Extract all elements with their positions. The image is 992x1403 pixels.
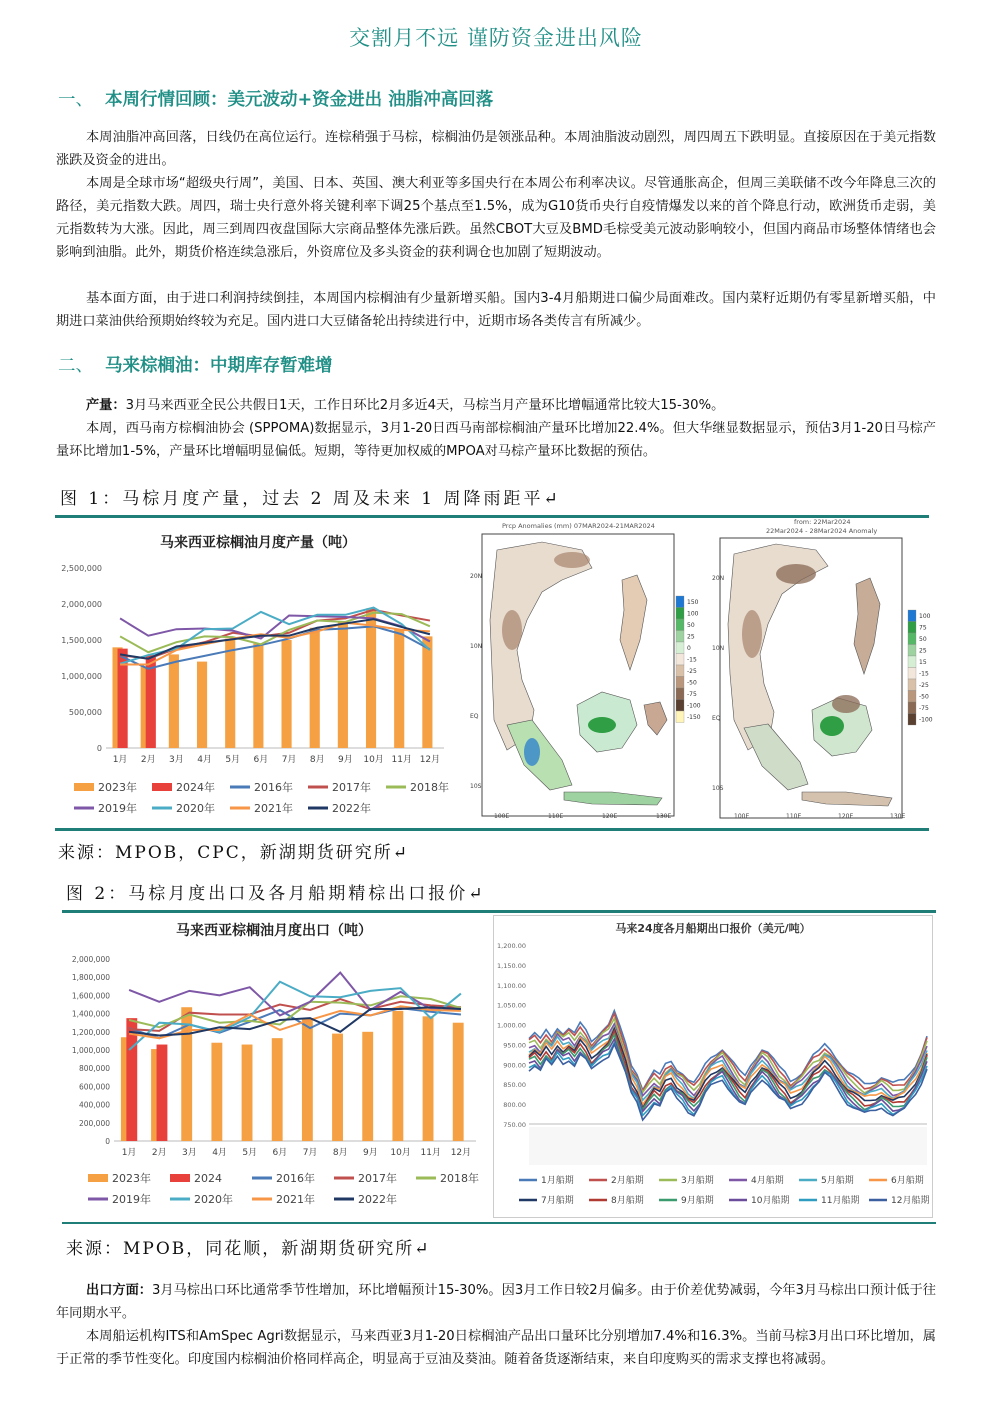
legend-label: 4月船期 — [751, 1176, 784, 1186]
legend-swatch — [170, 1174, 190, 1182]
legend-swatch — [676, 642, 684, 654]
legend-label: 2016年 — [254, 781, 293, 794]
legend-swatch — [908, 622, 916, 634]
y-tick-label: 0 — [105, 1137, 110, 1146]
legend-swatch — [908, 691, 916, 703]
legend-label: 2020年 — [176, 802, 215, 815]
legend-label: -15 — [919, 670, 929, 678]
bar-2023年 — [338, 622, 348, 748]
x-tick-label: 2月 — [140, 755, 156, 765]
figure-2-bottom-rule — [62, 1222, 936, 1224]
x-tick-label: 8月 — [309, 755, 325, 765]
map-2-dry-spot — [832, 695, 860, 713]
paragraph — [56, 1279, 936, 1325]
rainfall-map-1-panel — [472, 520, 707, 820]
legend-label: 5月船期 — [821, 1176, 854, 1186]
line-2018年 — [129, 996, 461, 1027]
x-tick-label: 6月 — [272, 1148, 288, 1158]
section-1-number: 一、 — [58, 90, 93, 110]
line-2016年 — [120, 626, 430, 668]
x-tick-label: 3月 — [182, 1148, 197, 1158]
bar-2023年 — [197, 662, 207, 748]
legend-label: -100 — [919, 716, 933, 724]
map-1-wet-spot — [524, 738, 540, 766]
x-tick-label: 12月 — [419, 755, 441, 765]
legend-label: 2024年 — [176, 781, 215, 794]
legend-swatch — [88, 1174, 108, 1182]
x-tick-label: 7月 — [302, 1148, 318, 1158]
chart-title: 马来西亚棕榈油月度出口（吨） — [176, 923, 372, 939]
legend-label: 50 — [919, 636, 927, 643]
section-1-heading — [58, 86, 493, 111]
bar-2023年 — [366, 608, 376, 748]
map-2-dry-spot — [776, 564, 816, 584]
legend-label: 11月船期 — [821, 1196, 860, 1206]
bar-2023年 — [272, 1038, 283, 1141]
map-lon-label: 100E — [494, 813, 510, 820]
x-tick-label: 10月 — [390, 1148, 411, 1158]
legend-swatch — [676, 608, 684, 620]
legend-label: 9月船期 — [681, 1196, 714, 1206]
export-price-chart — [493, 915, 934, 1220]
rainfall-map-2-panel — [712, 514, 936, 820]
map-1-title: Prcp Anomalies (mm) 07MAR2024-21MAR2024 — [502, 522, 655, 530]
x-tick-label: 4月 — [212, 1148, 227, 1158]
map-lon-label: 100E — [734, 813, 750, 820]
legend-label: 2017年 — [358, 1172, 397, 1185]
y-tick-label: 1,800,000 — [71, 973, 110, 983]
legend-swatch — [908, 645, 916, 657]
y-tick-label: 400,000 — [78, 1100, 110, 1110]
paragraph: 本周船运机构ITS和AmSpec Agri数据显示，马来西亚3月1-20日棕榈油产品出口量环比分别增加7.4%和16.3%。当前马棕3月出口环比增加，属于正常的季节性变化。印度国内棕榈油价格同样高企，明显高于豆油及葵油。随着备货逐渐结束，来自印度购买的需求支撑也将减弱。 — [56, 1329, 936, 1367]
bar-2023年 — [453, 1023, 464, 1141]
page-title: 交割月不远 谨防资金进出风险 — [349, 26, 643, 50]
legend-swatch — [676, 619, 684, 631]
x-tick-label: 11月 — [391, 755, 412, 765]
legend-label: 2016年 — [276, 1172, 315, 1185]
legend-label: 2018年 — [410, 781, 449, 794]
legend-label: -25 — [919, 682, 929, 689]
production-text: 3月马来西亚全民公共假日1天，工作日环比2月多近4天，马棕当月产量环比增幅通常比较大15-30%。 — [125, 398, 725, 413]
production-label: 产量： — [86, 398, 126, 413]
map-lat-label: 20N — [470, 573, 483, 580]
rainfall-map-2 — [712, 514, 936, 820]
section-2-number: 二、 — [58, 356, 93, 376]
figure-2-top-rule — [62, 910, 936, 913]
legend-label: 6月船期 — [891, 1176, 924, 1186]
y-tick-label: 800,000 — [78, 1064, 110, 1074]
map-1-wet-spot — [588, 717, 616, 733]
bar-2023年 — [332, 1034, 343, 1141]
bar-2023年 — [423, 1016, 434, 1141]
y-tick-label: 1,000,000 — [61, 672, 102, 681]
map-lat-label: EQ — [470, 713, 479, 720]
paragraph: 本周是全球市场“超级央行周”，美国、日本、英国、澳大利亚等多国央行在本周公布利率决议。尽管通胀高企，但周三美联储不改今年降息三次的路径，美元指数大跌。周四，瑞士央行意外将关键利率下调25个基点至1.5%，成为G10货币央行自疫情爆发以来的首个降息行动，欧洲货币走弱，美元指数转为大涨。因此，周三到周四夜盘国际大宗商品整体先涨后跌。虽然CBOT大豆及BMD毛棕受美元波动影响较小，但国内商品市场整体情绪也会影响到油脂。此外，期货价格连续急涨后，外资席位及多头资金的获利调仓也加剧了短期波动。 — [56, 176, 936, 260]
paragraph: 本周，西马南方棕榈油协会 (SPPOMA)数据显示，3月1-20日西马南部棕榈油产量环比增加22.4%。但大华继显数据显示，预估3月1-20日马棕产量环比增加1-5%，产量环比增幅明显偏低。短期，等待更加权威的MPOA对马棕产量环比数据的预估。 — [56, 421, 936, 459]
legend-label: 2022年 — [358, 1193, 397, 1206]
legend-swatch — [908, 679, 916, 691]
price-chart-panel — [493, 915, 934, 1220]
legend-swatch — [676, 654, 684, 666]
paragraph: 基本面方面，由于进口利润持续倒挂，本周国内棕榈油有少量新增买船。国内3-4月船期进口偏少局面难改。国内菜籽近期仍有零星新增买船，中期进口菜油供给预期始终较为充足。国内进口大豆储备轮出持续进行中，近期市场各类传言有所减少。 — [56, 291, 936, 329]
rainfall-map-1 — [472, 520, 707, 820]
legend-label: 2024 — [194, 1172, 222, 1185]
legend-swatch — [908, 702, 916, 714]
y-tick-label: 2,000,000 — [71, 955, 110, 964]
bar-2023年 — [281, 640, 291, 748]
bar-2023年 — [242, 1045, 253, 1141]
x-tick-label: 3月 — [169, 755, 184, 765]
map-2-title-line2: 22Mar2024 - 28Mar2024 Anomaly — [766, 527, 878, 535]
export-chart-panel — [66, 915, 482, 1220]
y-tick-label: 800.00 — [503, 1101, 526, 1110]
legend-label: 100 — [919, 613, 931, 620]
legend-label: 150 — [687, 599, 699, 606]
legend-label: 3月船期 — [681, 1176, 714, 1186]
x-tick-label: 9月 — [363, 1148, 378, 1158]
legend-swatch — [74, 783, 94, 791]
figure-2-source: 来源：MPOB，同花顺，新湖期货研究所↵ — [66, 1239, 431, 1259]
production-chart-panel — [60, 522, 456, 824]
y-tick-label: 1,050.00 — [497, 1001, 526, 1010]
map-2-dry-spot — [742, 610, 762, 658]
legend-label: 1月船期 — [541, 1176, 574, 1186]
y-tick-label: 200,000 — [78, 1118, 110, 1128]
legend-label: 2021年 — [276, 1193, 315, 1206]
y-tick-label: 1,200,000 — [71, 1027, 110, 1037]
map-lon-label: 110E — [786, 813, 802, 820]
legend-swatch — [908, 668, 916, 680]
x-tick-label: 9月 — [338, 755, 353, 765]
legend-label: 2022年 — [332, 802, 371, 815]
legend-swatch — [908, 633, 916, 645]
y-tick-label: 0 — [96, 744, 102, 753]
x-tick-label: 1月 — [121, 1148, 137, 1158]
chart-title: 马来24度各月船期出口报价（美元/吨） — [615, 922, 811, 935]
legend-swatch — [676, 700, 684, 712]
legend-label: 2019年 — [112, 1193, 151, 1206]
figure-1-bottom-rule — [55, 828, 929, 831]
map-lat-label: 20N — [712, 575, 725, 582]
y-tick-label: 600,000 — [78, 1082, 110, 1092]
map-lat-label: EQ — [712, 715, 721, 722]
legend-swatch — [676, 665, 684, 677]
y-tick-label: 750.00 — [503, 1121, 526, 1129]
legend-label: 2020年 — [194, 1193, 233, 1206]
legend-label: -15 — [687, 656, 697, 664]
legend-label: 2019年 — [98, 802, 137, 815]
bar-2023年 — [211, 1043, 222, 1141]
map-lon-label: 110E — [548, 813, 564, 820]
x-tick-label: 5月 — [225, 755, 241, 765]
legend-label: 2023年 — [112, 1172, 151, 1185]
x-tick-label: 11月 — [420, 1148, 441, 1158]
figure-2-caption: 图 2：马棕月度出口及各月船期精棕出口报价↵ — [66, 884, 486, 904]
export-chart — [66, 915, 482, 1220]
y-tick-label: 1,600,000 — [71, 991, 110, 1001]
map-2-title-line1: from: 22Mar2024 — [794, 518, 851, 526]
x-tick-label: 12月 — [450, 1148, 472, 1158]
legend-label: 12月船期 — [891, 1196, 930, 1206]
bar-2023年 — [310, 628, 320, 748]
legend-label: -150 — [687, 714, 701, 721]
export-text: 3月马棕出口环比通常季节性增加，环比增幅预计15-30%。因3月工作日较2月偏多。由于价差优势减弱，今年3月马棕出口预计低于往年同期水平。 — [56, 1283, 936, 1321]
legend-swatch — [676, 677, 684, 689]
map-lat-label: 10S — [470, 783, 482, 790]
y-tick-label: 1,400,000 — [71, 1009, 110, 1019]
x-tick-label: 2月 — [151, 1148, 167, 1158]
line-2020年 — [129, 982, 461, 1050]
map-lat-label: 10N — [712, 645, 725, 652]
map-2-wet-spot — [820, 716, 844, 736]
legend-label: 25 — [919, 647, 927, 655]
export-label: 出口方面： — [86, 1283, 152, 1298]
map-lon-label: 120E — [602, 813, 618, 820]
legend-label: 8月船期 — [611, 1196, 644, 1206]
bar-2023年 — [169, 654, 179, 748]
legend-swatch — [676, 596, 684, 608]
bar-2023年 — [394, 629, 404, 748]
y-tick-label: 2,000,000 — [61, 600, 102, 609]
bar-2024 — [157, 1045, 168, 1141]
legend-label: -50 — [919, 693, 929, 701]
legend-label: 2017年 — [332, 781, 371, 794]
section-2-heading — [58, 352, 333, 377]
price-chart-frame — [494, 916, 933, 1218]
bar-2024 — [126, 1018, 137, 1141]
x-tick-label: 7月 — [281, 755, 297, 765]
map-lat-label: 10N — [470, 643, 483, 650]
bar-2023年 — [225, 639, 235, 748]
legend-label: -50 — [687, 679, 697, 687]
map-1-dry-spot — [554, 552, 590, 568]
bar-2023年 — [362, 1032, 373, 1141]
paragraph: 本周油脂冲高回落，日线仍在高位运行。连棕稍强于马棕，棕榈油仍是领涨品种。本周油脂波动剧烈，周四周五下跌明显。直接原因在于美元指数涨跌及资金的进出。 — [56, 130, 936, 168]
legend-swatch — [676, 711, 684, 723]
paragraph — [56, 394, 936, 417]
y-tick-label: 1,000.00 — [497, 1021, 526, 1030]
y-tick-label: 500,000 — [68, 708, 102, 717]
bar-2023年 — [302, 1018, 313, 1141]
y-tick-label: 950.00 — [503, 1041, 526, 1050]
line-2022年 — [129, 1007, 461, 1035]
line-2017年 — [129, 999, 461, 1031]
legend-swatch — [676, 688, 684, 700]
section-1-title: 本周行情回顾：美元波动+资金进出 油脂冲高回落 — [105, 90, 494, 110]
section-2-title: 马来棕榈油：中期库存暂难增 — [105, 356, 333, 376]
legend-label: 25 — [687, 633, 695, 641]
y-tick-label: 1,150.00 — [497, 961, 526, 970]
chart-title: 马来西亚棕榈油月度产量（吨） — [160, 535, 356, 551]
x-tick-label: 5月 — [242, 1148, 258, 1158]
production-chart — [60, 522, 456, 824]
date-axis-labels — [529, 1127, 927, 1165]
legend-label: -75 — [919, 705, 929, 712]
legend-swatch — [152, 783, 172, 791]
legend-label: 50 — [687, 622, 695, 629]
bar-2023年 — [392, 1011, 403, 1141]
y-tick-label: 900.00 — [503, 1061, 526, 1070]
map-lat-label: 10S — [712, 785, 724, 792]
legend-label: 75 — [919, 624, 927, 632]
legend-swatch — [908, 610, 916, 622]
x-tick-label: 1月 — [112, 755, 128, 765]
legend-swatch — [676, 631, 684, 643]
y-tick-label: 1,100.00 — [497, 981, 526, 990]
figure-1-source: 来源：MPOB，CPC，新湖期货研究所↵ — [58, 843, 409, 863]
y-tick-label: 1,200.00 — [497, 942, 526, 950]
legend-label: 2月船期 — [611, 1176, 644, 1186]
legend-label: 2021年 — [254, 802, 293, 815]
figure-1-caption: 图 1：马棕月度产量，过去 2 周及未来 1 周降雨距平↵ — [60, 489, 561, 509]
legend-label: -25 — [687, 668, 697, 675]
y-tick-label: 850.00 — [503, 1081, 526, 1090]
map-lon-label: 120E — [838, 813, 854, 820]
bar-2023年 — [422, 636, 432, 748]
map-1-dry-spot — [502, 610, 522, 650]
legend-label: 15 — [919, 659, 927, 666]
legend-label: 2023年 — [98, 781, 137, 794]
y-tick-label: 1,000,000 — [71, 1046, 110, 1055]
map-lon-label: 130E — [656, 813, 672, 820]
x-tick-label: 10月 — [363, 755, 384, 765]
x-tick-label: 4月 — [197, 755, 212, 765]
legend-label: 100 — [687, 610, 699, 618]
legend-swatch — [908, 656, 916, 668]
map-lon-label: 130E — [890, 813, 906, 820]
legend-label: 2018年 — [440, 1172, 479, 1185]
legend-label: -75 — [687, 691, 697, 698]
bar-2023年 — [253, 644, 263, 748]
x-tick-label: 8月 — [332, 1148, 348, 1158]
legend-label: 0 — [687, 645, 691, 652]
legend-label: -100 — [687, 702, 701, 710]
legend-swatch — [908, 714, 916, 726]
y-tick-label: 1,500,000 — [61, 636, 102, 645]
y-tick-label: 2,500,000 — [61, 564, 102, 573]
legend-label: 10月船期 — [751, 1196, 790, 1206]
x-tick-label: 6月 — [253, 755, 269, 765]
legend-label: 7月船期 — [541, 1196, 574, 1206]
